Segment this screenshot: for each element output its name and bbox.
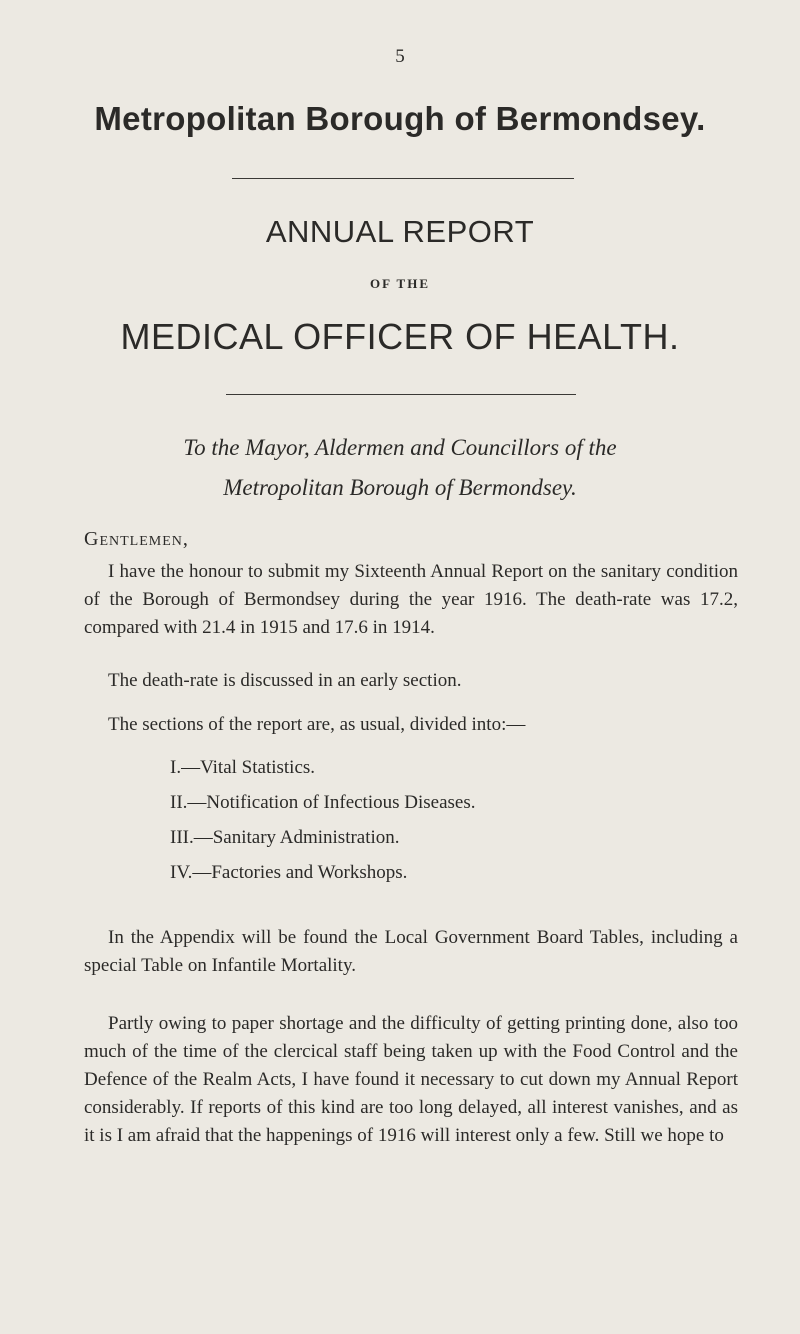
salutation: Gentlemen, (84, 528, 189, 550)
appendix-paragraph (84, 924, 738, 980)
sections-intro-text: The sections of the report are, as usual, divided into:— (108, 714, 526, 735)
borough-title: Metropolitan Borough of Bermondsey. (94, 100, 706, 137)
list-item: I.—Vital Statistics. (170, 757, 316, 778)
page-number: 5 (395, 46, 405, 67)
address-line-1: To the Mayor, Aldermen and Councillors of the (183, 435, 617, 460)
shortage-text: Partly owing to paper shortage and the difficulty of getting printing done, also too much of the time of the clercical staff being taken up with the Food Control and the Defence of the Realm Acts, I have found it necessary to cut down my Annual Report considerably. If reports of this kind are too long delayed, all interest vanishes, and as it is I am afraid that the happenings of 1916 will interest only a few. Still we hope to (84, 1013, 738, 1146)
list-item: III.—Sanitary Administration. (170, 827, 400, 848)
intro-text: I have the honour to submit my Sixteenth Annual Report on the sanitary condition of the Borough of Bermondsey during the year 1916. The death-rate was 17.2, compared with 21.4 in 1915 and 17.6 in 1914. (84, 561, 738, 638)
divider-bottom (226, 394, 576, 395)
sections-intro-paragraph (84, 711, 738, 739)
shortage-paragraph (84, 1010, 738, 1150)
report-title: ANNUAL REPORT (265, 214, 535, 249)
divider-top (232, 178, 574, 179)
of-the-label: OF THE (369, 276, 431, 291)
intro-paragraph (84, 558, 738, 642)
death-rate-paragraph (84, 667, 738, 695)
list-item: II.—Notification of Infectious Diseases. (170, 792, 476, 813)
officer-title: MEDICAL OFFICER OF HEALTH. (120, 316, 680, 357)
sections-list (170, 750, 476, 890)
list-item: IV.—Factories and Workshops. (170, 862, 408, 883)
address-line-2: Metropolitan Borough of Bermondsey. (223, 475, 577, 500)
death-rate-text: The death-rate is discussed in an early section. (108, 670, 462, 691)
address-block (0, 428, 800, 508)
appendix-text: In the Appendix will be found the Local Government Board Tables, including a special Table on Infantile Mortality. (84, 927, 738, 976)
